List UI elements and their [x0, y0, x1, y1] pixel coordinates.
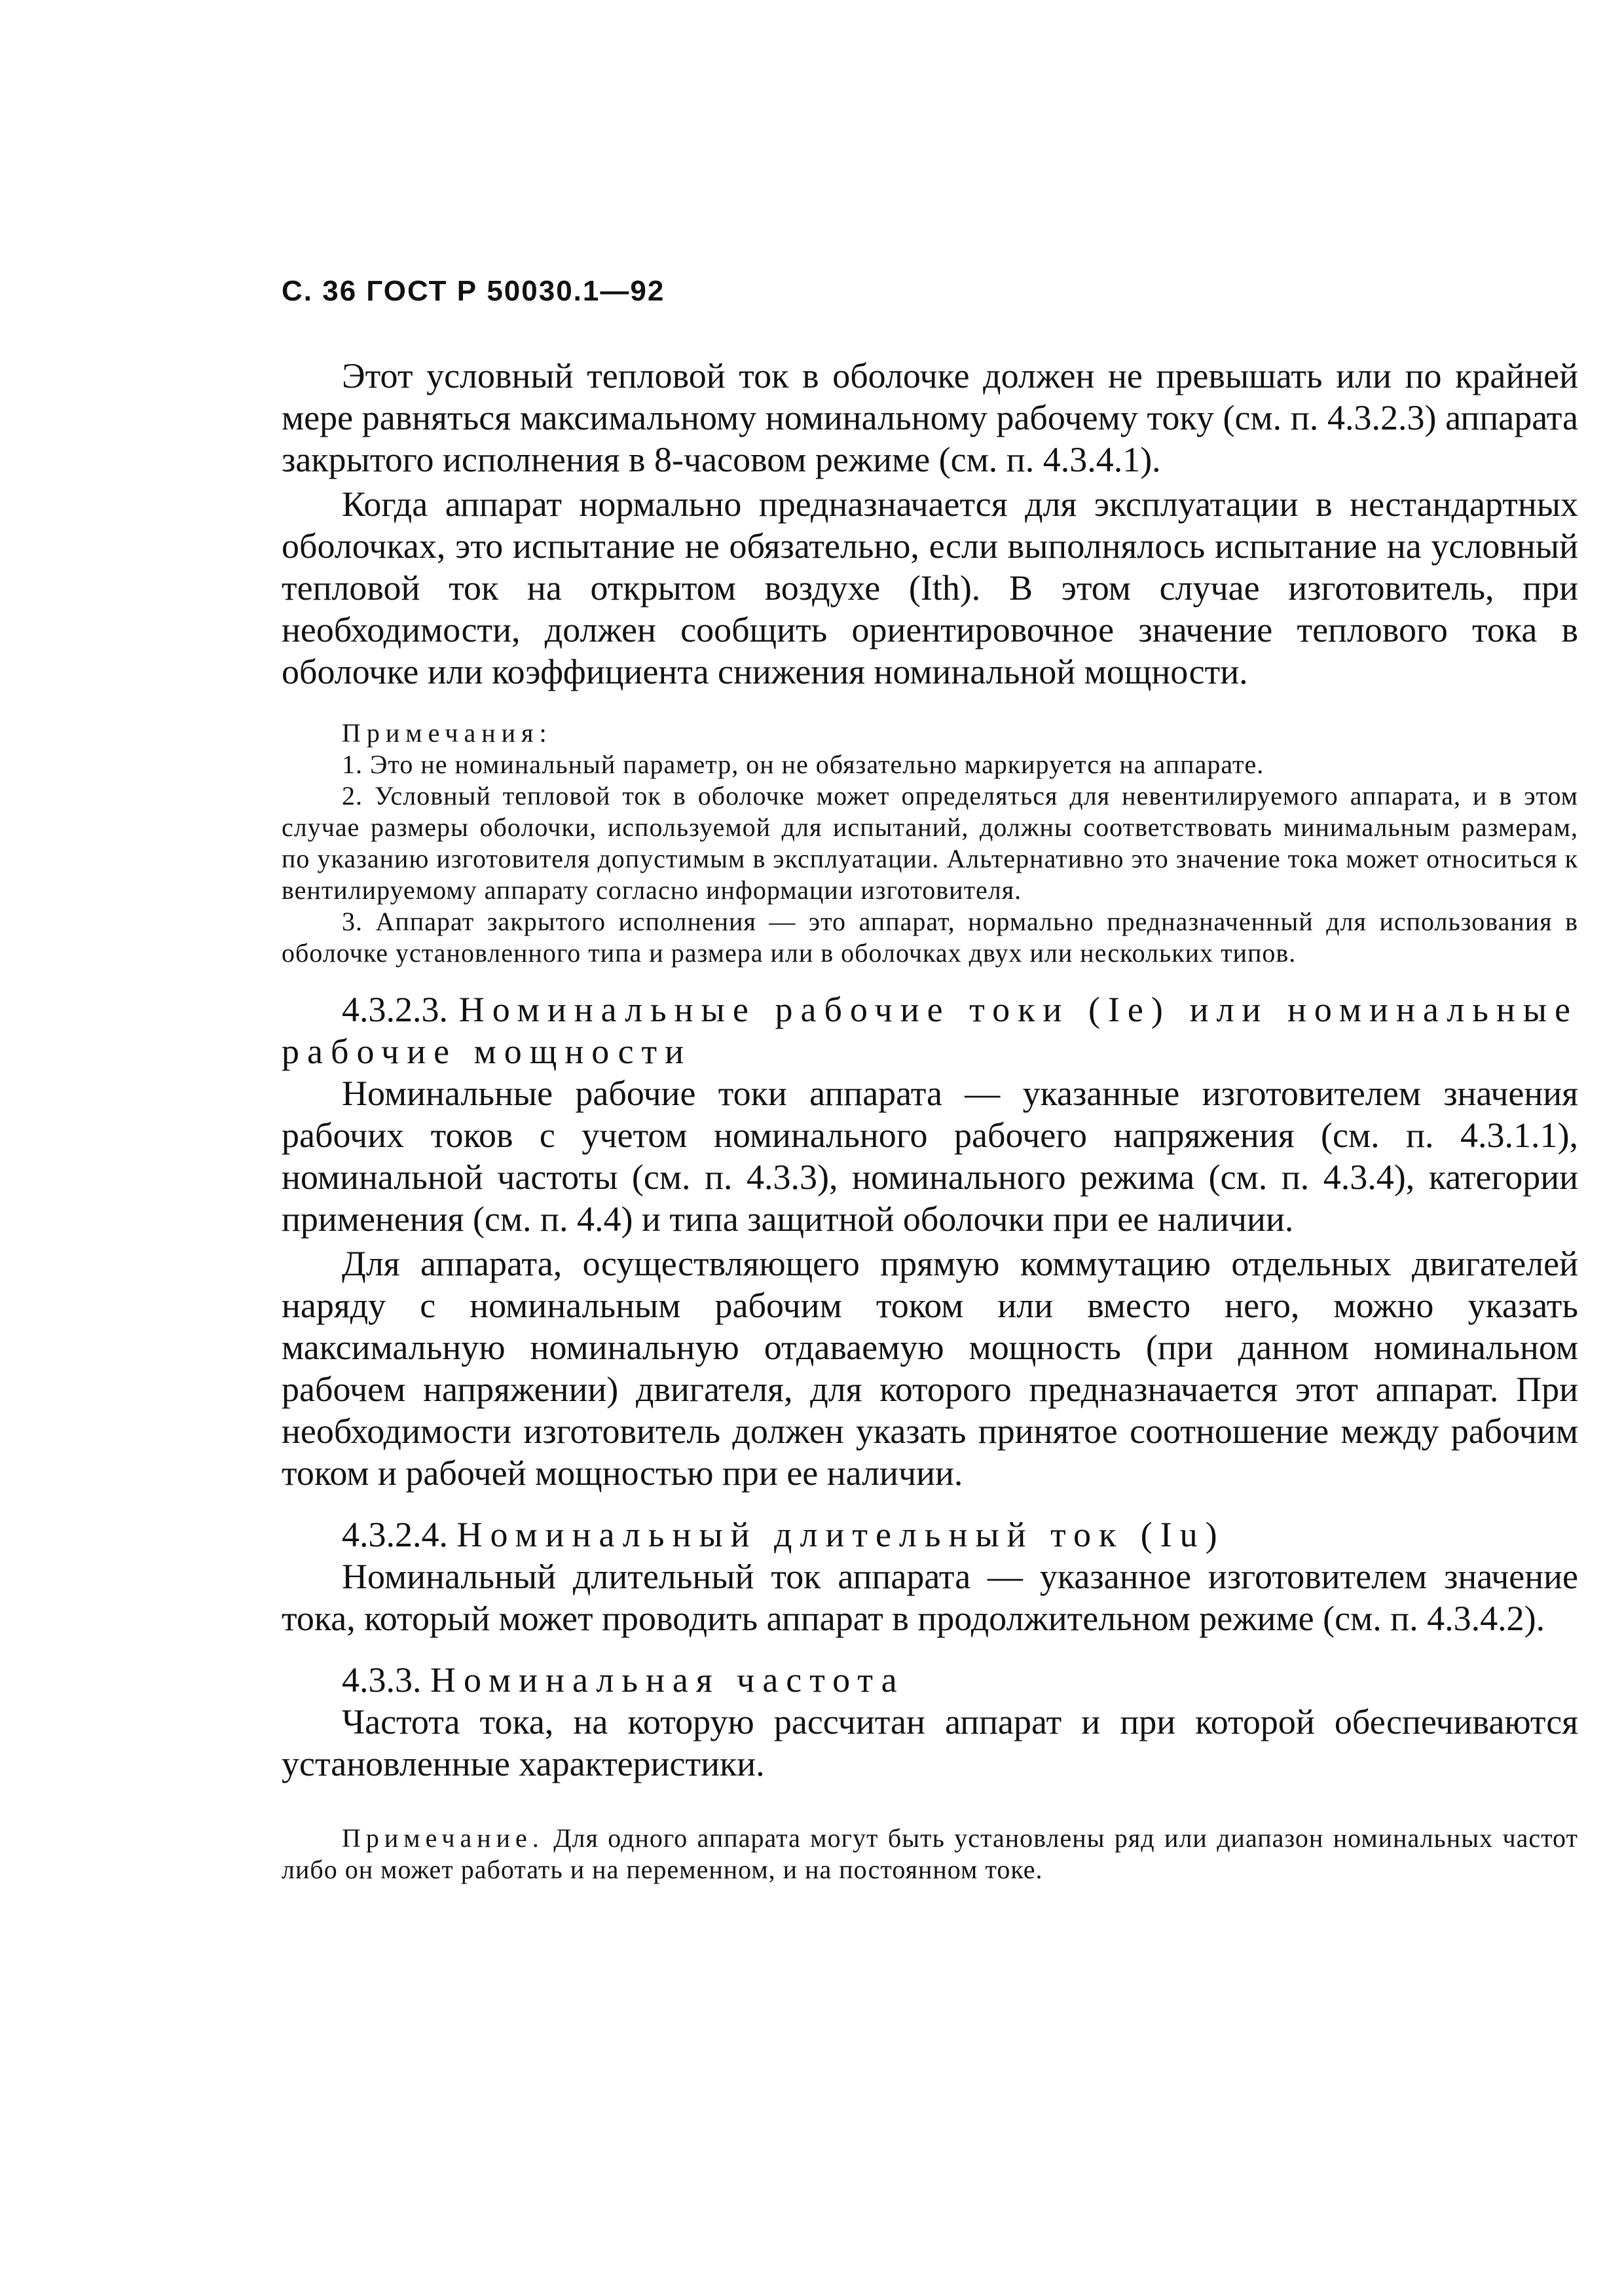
document-page	[282, 275, 1578, 1886]
final-note-text: Для одного аппарата могут быть установлены ряд или диапазон номинальных частот либо он может работать и на переменном, и на постоянном токе.	[282, 1823, 1579, 1884]
note-item-1: 1. Это не номинальный параметр, он не обязательно маркируется на аппарате.	[342, 750, 1264, 779]
note-item-2: 2. Условный тепловой ток в оболочке может определяться для невентилируемого аппарата, и в этом случае размеры оболочки, используемой для испытаний, должны соответствовать минимальным размерам, по указанию изготовителя допустимым в эксплуатации. Альтернативно это значение тока может относиться к вентилируемому аппарату согласно информации изготовителя.	[282, 781, 1578, 905]
section-title: Номинальная частота	[430, 1660, 905, 1700]
paragraph-motor-switching: Для аппарата, осуществляющего прямую коммутацию отдельных двигателей наряду с номинальным рабочим током или вместо него, можно указать максимальную номинальную отдаваемую мощность (при данном номинальном рабочем напряжении) двигателя, для которого предназначается этот аппарат. При необходимости изготовитель должен указать принятое соотношение между рабочим током и рабочей мощностью при ее наличии.	[282, 1244, 1578, 1493]
paragraph-rated-uninterrupted-current: Номинальный длительный ток аппарата — указанное изготовителем значение тока, который может проводить аппарат в продолжительном режиме (см. п. 4.3.4.2).	[282, 1557, 1578, 1638]
final-note-label: Примечание.	[342, 1823, 544, 1853]
section-title: Номинальный длительный ток (Iu)	[456, 1515, 1225, 1554]
section-heading-4-3-2-4	[282, 1514, 1578, 1556]
notes-block	[282, 718, 1578, 969]
section-number: 4.3.3.	[342, 1660, 422, 1700]
paragraph-rated-frequency: Частота тока, на которую рассчитан аппарат и при которой обеспечиваются установленные характеристики.	[282, 1702, 1578, 1783]
notes-title: Примечания:	[342, 718, 553, 748]
section-number: 4.3.2.3.	[342, 990, 448, 1029]
section-heading-4-3-3	[282, 1659, 1578, 1701]
section-heading-4-3-2-3	[282, 989, 1578, 1072]
page-header: С. 36 ГОСТ Р 50030.1—92	[282, 275, 665, 307]
section-title: Номинальные рабочие токи (Ie) или номинальные рабочие мощности	[282, 990, 1579, 1071]
section-number: 4.3.2.4.	[342, 1515, 448, 1554]
final-note	[282, 1823, 1578, 1886]
note-item-3: 3. Аппарат закрытого исполнения — это аппарат, нормально предназначенный для использования в оболочке установленного типа и размера или в оболочках двух или нескольких типов.	[282, 907, 1578, 968]
paragraph-rated-operational-currents: Номинальные рабочие токи аппарата — указанные изготовителем значения рабочих токов с учетом номинального рабочего напряжения (см. п. 4.3.1.1), номинальной частоты (см. п. 4.3.3), номинального режима (см. п. 4.3.4), категории применения (см. п. 4.4) и типа защитной оболочки при ее наличии.	[282, 1074, 1578, 1239]
paragraph-nonstandard-enclosures: Когда аппарат нормально предназначается для эксплуатации в нестандартных оболочках, это испытание не обязательно, если выполнялось испытание на условный тепловой ток на открытом воздухе (Ith). В этом случае изготовитель, при необходимости, должен сообщить ориентировочное значение теплового тока в оболочке или коэффициента снижения номинальной мощности.	[282, 484, 1578, 691]
paragraph-enclosure-current: Этот условный тепловой ток в оболочке должен не превышать или по крайней мере равняться максимальному номинальному рабочему току (см. п. 4.3.2.3) аппарата закрытого исполнения в 8-часовом режиме (см. п. 4.3.4.1).	[282, 356, 1578, 479]
